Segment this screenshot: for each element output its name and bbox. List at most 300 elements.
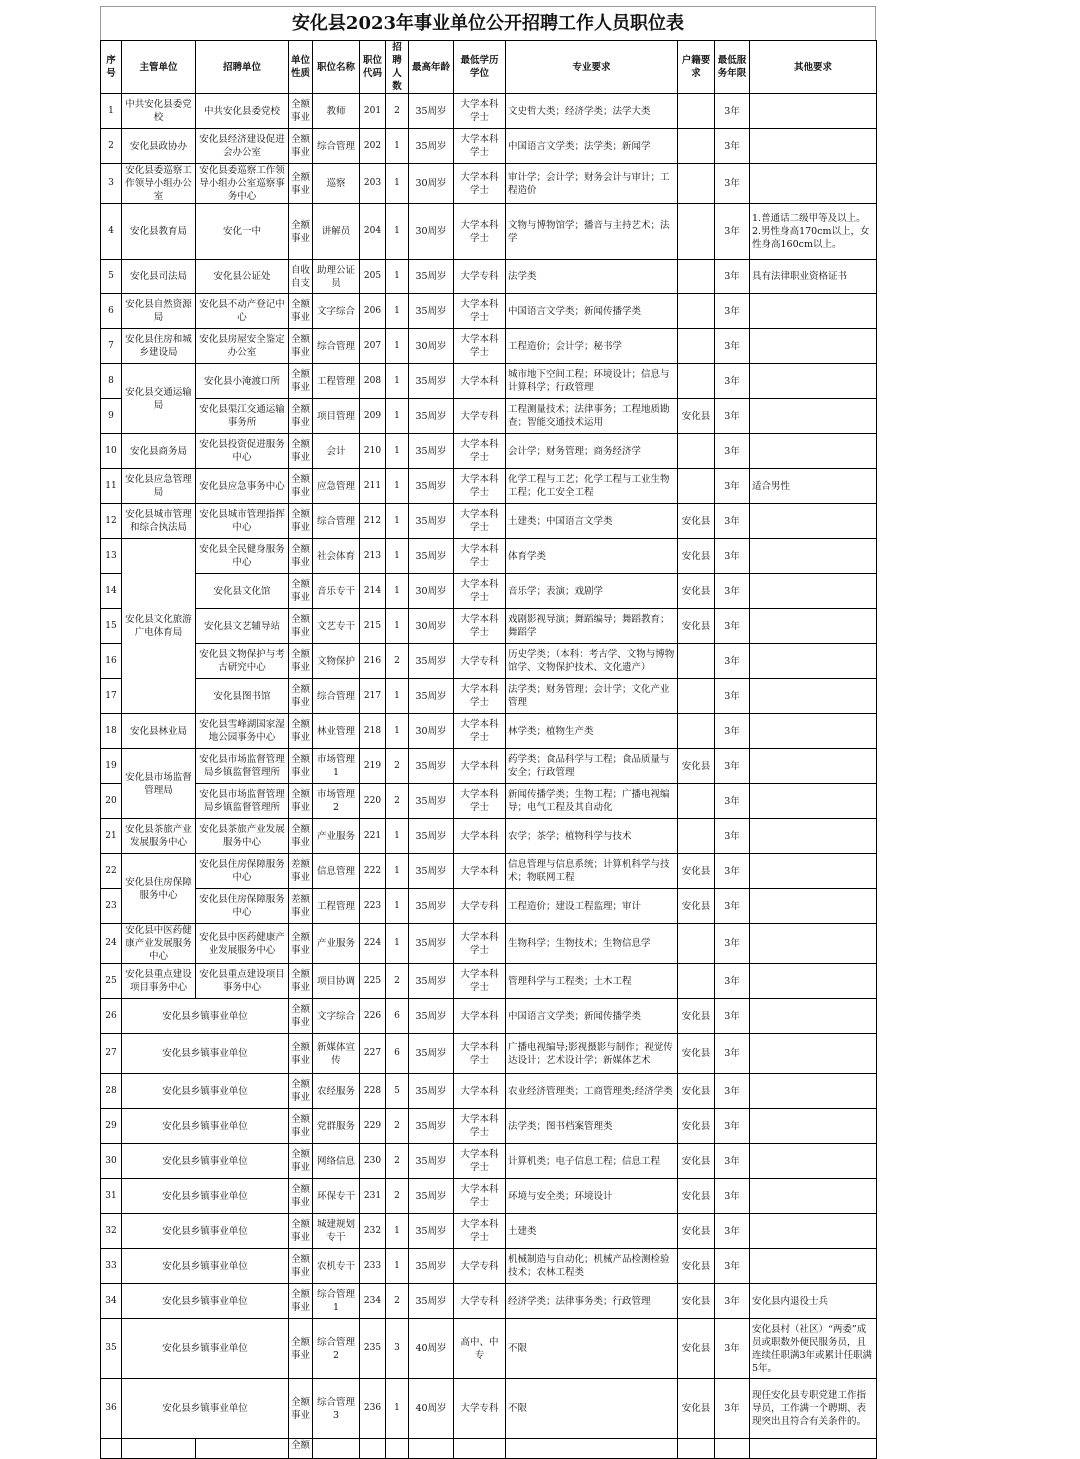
table-row xyxy=(101,784,877,819)
other-requirement-cell xyxy=(750,294,877,329)
service-years-cell: 3年 xyxy=(715,1379,750,1439)
row-number: 14 xyxy=(101,574,122,609)
education-cell: 大学本科学士 xyxy=(454,1034,506,1074)
empty-cell xyxy=(454,1439,506,1459)
other-requirement-cell xyxy=(750,679,877,714)
headcount-cell: 2 xyxy=(386,94,409,129)
department-cell: 安化县自然资源局 xyxy=(122,294,196,329)
position-name-cell: 项目协调 xyxy=(313,964,360,999)
job-table xyxy=(100,40,877,1459)
unit-nature-cell: 全额事业 xyxy=(289,204,313,260)
department-cell: 安化县乡镇事业单位 xyxy=(122,1284,289,1319)
max-age-cell: 30周岁 xyxy=(409,204,454,260)
row-number: 10 xyxy=(101,434,122,469)
unit-nature-cell: 全额事业 xyxy=(289,1109,313,1144)
headcount-cell: 2 xyxy=(386,784,409,819)
education-cell: 大学本科 xyxy=(454,364,506,399)
max-age-cell: 30周岁 xyxy=(409,609,454,644)
table-row xyxy=(101,964,877,999)
row-number: 6 xyxy=(101,294,122,329)
department-cell: 安化县乡镇事业单位 xyxy=(122,999,289,1034)
max-age-cell: 35周岁 xyxy=(409,94,454,129)
headcount-cell: 1 xyxy=(386,1379,409,1439)
major-requirement-cell: 音乐学；表演；戏剧学 xyxy=(506,574,678,609)
major-requirement-cell: 文物与博物馆学；播音与主持艺术；法学 xyxy=(506,204,678,260)
max-age-cell: 35周岁 xyxy=(409,1284,454,1319)
position-code-cell: 214 xyxy=(360,574,386,609)
position-name-cell: 会计 xyxy=(313,434,360,469)
hukou-cell: 安化县 xyxy=(678,539,715,574)
position-name-cell: 新媒体宣传 xyxy=(313,1034,360,1074)
empty-cell xyxy=(122,1439,196,1459)
other-requirement-cell xyxy=(750,784,877,819)
education-cell: 大学本科学士 xyxy=(454,784,506,819)
hukou-cell: 安化县 xyxy=(678,749,715,784)
unit-nature-cell: 全额事业 xyxy=(289,749,313,784)
empty-cell xyxy=(196,1439,289,1459)
service-years-cell: 3年 xyxy=(715,129,750,164)
position-code-cell: 216 xyxy=(360,644,386,679)
other-requirement-cell xyxy=(750,819,877,854)
position-code-cell: 217 xyxy=(360,679,386,714)
education-cell: 大学本科学士 xyxy=(454,924,506,964)
service-years-cell: 3年 xyxy=(715,260,750,294)
service-years-cell: 3年 xyxy=(715,1109,750,1144)
education-cell: 大学本科 xyxy=(454,1074,506,1109)
row-number: 31 xyxy=(101,1179,122,1214)
service-years-cell: 3年 xyxy=(715,329,750,364)
major-requirement-cell: 化学工程与工艺；化学工程与工业生物工程；化工安全工程 xyxy=(506,469,678,504)
position-name-cell: 巡察 xyxy=(313,164,360,204)
position-code-cell: 231 xyxy=(360,1179,386,1214)
hukou-cell: 安化县 xyxy=(678,1144,715,1179)
unit-nature-cell: 全额事业 xyxy=(289,1319,313,1379)
other-requirement-cell xyxy=(750,504,877,539)
education-cell: 大学专科 xyxy=(454,1379,506,1439)
unit-nature-cell: 全额事业 xyxy=(289,329,313,364)
headcount-cell: 1 xyxy=(386,1249,409,1284)
row-number: 16 xyxy=(101,644,122,679)
header-cell: 招聘人数 xyxy=(386,41,409,94)
max-age-cell: 35周岁 xyxy=(409,924,454,964)
hiring-unit-cell: 安化县文化馆 xyxy=(196,574,289,609)
unit-nature-cell: 自收自支 xyxy=(289,260,313,294)
service-years-cell: 3年 xyxy=(715,364,750,399)
headcount-cell: 1 xyxy=(386,164,409,204)
row-number: 25 xyxy=(101,964,122,999)
major-requirement-cell: 中国语言文学类；新闻传播学类 xyxy=(506,294,678,329)
table-row xyxy=(101,1379,877,1439)
service-years-cell: 3年 xyxy=(715,1179,750,1214)
page-title: 安化县2023年事业单位公开招聘工作人员职位表 xyxy=(100,6,876,40)
other-requirement-cell xyxy=(750,1214,877,1249)
headcount-cell: 1 xyxy=(386,469,409,504)
max-age-cell: 35周岁 xyxy=(409,364,454,399)
max-age-cell: 35周岁 xyxy=(409,679,454,714)
major-requirement-cell: 生物科学；生物技术；生物信息学 xyxy=(506,924,678,964)
position-code-cell: 210 xyxy=(360,434,386,469)
hukou-cell xyxy=(678,94,715,129)
service-years-cell: 3年 xyxy=(715,469,750,504)
service-years-cell: 3年 xyxy=(715,294,750,329)
table-header-row xyxy=(101,41,877,94)
service-years-cell: 3年 xyxy=(715,999,750,1034)
other-requirement-cell xyxy=(750,364,877,399)
table-row xyxy=(101,1109,877,1144)
major-requirement-cell: 中国语言文学类；新闻传播学类 xyxy=(506,999,678,1034)
max-age-cell: 35周岁 xyxy=(409,260,454,294)
row-number: 11 xyxy=(101,469,122,504)
department-cell: 安化县商务局 xyxy=(122,434,196,469)
education-cell: 大学专科 xyxy=(454,644,506,679)
unit-nature-cell: 全额事业 xyxy=(289,1074,313,1109)
department-cell: 安化县乡镇事业单位 xyxy=(122,1034,289,1074)
header-cell: 户籍要求 xyxy=(678,41,715,94)
max-age-cell: 40周岁 xyxy=(409,1319,454,1379)
position-name-cell: 林业管理 xyxy=(313,714,360,749)
other-requirement-cell xyxy=(750,889,877,924)
row-number: 8 xyxy=(101,364,122,399)
major-requirement-cell: 不限 xyxy=(506,1319,678,1379)
education-cell: 大学本科学士 xyxy=(454,204,506,260)
department-cell: 安化县市场监督管理局 xyxy=(122,749,196,819)
service-years-cell: 3年 xyxy=(715,964,750,999)
table-row xyxy=(101,854,877,889)
service-years-cell: 3年 xyxy=(715,399,750,434)
headcount-cell: 1 xyxy=(386,609,409,644)
position-code-cell: 211 xyxy=(360,469,386,504)
major-requirement-cell: 城市地下空间工程；环境设计；信息与计算科学；行政管理 xyxy=(506,364,678,399)
education-cell: 大学本科学士 xyxy=(454,129,506,164)
hukou-cell xyxy=(678,164,715,204)
table-row xyxy=(101,889,877,924)
education-cell: 大学本科学士 xyxy=(454,679,506,714)
education-cell: 大学本科学士 xyxy=(454,1109,506,1144)
service-years-cell: 3年 xyxy=(715,644,750,679)
other-requirement-cell xyxy=(750,574,877,609)
other-requirement-cell xyxy=(750,129,877,164)
other-requirement-cell xyxy=(750,854,877,889)
position-name-cell: 助理公证员 xyxy=(313,260,360,294)
position-code-cell: 207 xyxy=(360,329,386,364)
position-code-cell: 220 xyxy=(360,784,386,819)
major-requirement-cell: 信息管理与信息系统；计算机科学与技术；物联网工程 xyxy=(506,854,678,889)
table-row xyxy=(101,1179,877,1214)
table-row xyxy=(101,94,877,129)
other-requirement-cell xyxy=(750,94,877,129)
major-requirement-cell: 历史学类；（本科：考古学、文物与博物馆学、文物保护技术、文化遗产） xyxy=(506,644,678,679)
headcount-cell: 2 xyxy=(386,964,409,999)
position-code-cell: 226 xyxy=(360,999,386,1034)
hiring-unit-cell: 安化县重点建设项目事务中心 xyxy=(196,964,289,999)
headcount-cell: 1 xyxy=(386,924,409,964)
major-requirement-cell: 会计学；财务管理；商务经济学 xyxy=(506,434,678,469)
other-requirement-cell xyxy=(750,714,877,749)
service-years-cell: 3年 xyxy=(715,924,750,964)
education-cell: 大学本科学士 xyxy=(454,434,506,469)
headcount-cell: 2 xyxy=(386,644,409,679)
hiring-unit-cell: 安化县图书馆 xyxy=(196,679,289,714)
major-requirement-cell: 戏剧影视导演；舞蹈编导；舞蹈教育；舞蹈学 xyxy=(506,609,678,644)
education-cell: 大学本科学士 xyxy=(454,329,506,364)
table-row xyxy=(101,129,877,164)
position-code-cell: 209 xyxy=(360,399,386,434)
position-name-cell: 市场管理1 xyxy=(313,749,360,784)
table-row xyxy=(101,714,877,749)
row-number: 15 xyxy=(101,609,122,644)
max-age-cell: 35周岁 xyxy=(409,1214,454,1249)
max-age-cell: 35周岁 xyxy=(409,1179,454,1214)
major-requirement-cell: 法学类；图书档案管理类 xyxy=(506,1109,678,1144)
other-requirement-cell xyxy=(750,329,877,364)
position-code-cell: 213 xyxy=(360,539,386,574)
row-number: 21 xyxy=(101,819,122,854)
headcount-cell: 1 xyxy=(386,294,409,329)
headcount-cell: 6 xyxy=(386,1034,409,1074)
row-number: 26 xyxy=(101,999,122,1034)
service-years-cell: 3年 xyxy=(715,1249,750,1284)
position-code-cell: 218 xyxy=(360,714,386,749)
department-cell: 安化县乡镇事业单位 xyxy=(122,1319,289,1379)
table-row xyxy=(101,204,877,260)
hukou-cell xyxy=(678,924,715,964)
position-name-cell: 工程管理 xyxy=(313,889,360,924)
education-cell: 大学本科学士 xyxy=(454,294,506,329)
hiring-unit-cell: 安化县全民健身服务中心 xyxy=(196,539,289,574)
table-row xyxy=(101,1319,877,1379)
position-code-cell: 204 xyxy=(360,204,386,260)
empty-cell xyxy=(313,1439,360,1459)
education-cell: 大学本科学士 xyxy=(454,539,506,574)
major-requirement-cell: 管理科学与工程类；土木工程 xyxy=(506,964,678,999)
other-requirement-cell xyxy=(750,1179,877,1214)
hiring-unit-cell: 安化县茶旅产业发展服务中心 xyxy=(196,819,289,854)
education-cell: 大学本科学士 xyxy=(454,504,506,539)
unit-nature-cell: 全额事业 xyxy=(289,1249,313,1284)
position-name-cell: 社会体育 xyxy=(313,539,360,574)
unit-nature-cell: 全额事业 xyxy=(289,129,313,164)
unit-nature-cell: 全额事业 xyxy=(289,94,313,129)
other-requirement-cell: 安化县村（社区）“两委”成员或职数外便民服务员，且连续任职满3年或累计任职满5年。 xyxy=(750,1319,877,1379)
unit-nature-cell: 全额事业 xyxy=(289,364,313,399)
position-code-cell: 234 xyxy=(360,1284,386,1319)
row-number: 3 xyxy=(101,164,122,204)
major-requirement-cell: 审计学；会计学；财务会计与审计；工程造价 xyxy=(506,164,678,204)
unit-nature-cell: 全额事业 xyxy=(289,1379,313,1439)
other-requirement-cell xyxy=(750,1249,877,1284)
table-row-partial xyxy=(101,1439,877,1459)
other-requirement-cell xyxy=(750,1144,877,1179)
unit-nature-cell: 全额事业 xyxy=(289,609,313,644)
hukou-cell: 安化县 xyxy=(678,1074,715,1109)
department-cell: 安化县茶旅产业发展服务中心 xyxy=(122,819,196,854)
header-cell: 单位性质 xyxy=(289,41,313,94)
row-number: 30 xyxy=(101,1144,122,1179)
max-age-cell: 35周岁 xyxy=(409,294,454,329)
row-number: 2 xyxy=(101,129,122,164)
hiring-unit-cell: 安化县市场监督管理局乡镇监督管理所 xyxy=(196,749,289,784)
headcount-cell: 1 xyxy=(386,434,409,469)
table-row xyxy=(101,539,877,574)
table-row xyxy=(101,329,877,364)
major-requirement-cell: 工程造价；会计学；秘书学 xyxy=(506,329,678,364)
position-name-cell: 综合管理2 xyxy=(313,1319,360,1379)
position-code-cell: 235 xyxy=(360,1319,386,1379)
department-cell: 安化县城市管理和综合执法局 xyxy=(122,504,196,539)
other-requirement-cell xyxy=(750,964,877,999)
department-cell: 安化县乡镇事业单位 xyxy=(122,1214,289,1249)
position-name-cell: 市场管理2 xyxy=(313,784,360,819)
headcount-cell: 1 xyxy=(386,679,409,714)
position-name-cell: 农机专干 xyxy=(313,1249,360,1284)
header-cell: 职位代码 xyxy=(360,41,386,94)
unit-nature-cell: 全额事业 xyxy=(289,819,313,854)
row-number: 19 xyxy=(101,749,122,784)
hukou-cell: 安化县 xyxy=(678,1109,715,1144)
hukou-cell xyxy=(678,434,715,469)
headcount-cell: 1 xyxy=(386,714,409,749)
hiring-unit-cell: 安化县投资促进服务中心 xyxy=(196,434,289,469)
table-row xyxy=(101,260,877,294)
other-requirement-cell xyxy=(750,609,877,644)
hukou-cell: 安化县 xyxy=(678,1214,715,1249)
hukou-cell xyxy=(678,260,715,294)
position-name-cell: 文字综合 xyxy=(313,294,360,329)
major-requirement-cell: 工程造价；建设工程监理；审计 xyxy=(506,889,678,924)
unit-nature-cell: 差额事业 xyxy=(289,854,313,889)
education-cell: 高中、中专 xyxy=(454,1319,506,1379)
empty-cell xyxy=(101,1439,122,1459)
service-years-cell: 3年 xyxy=(715,819,750,854)
header-cell: 最低学历学位 xyxy=(454,41,506,94)
department-cell: 安化县乡镇事业单位 xyxy=(122,1144,289,1179)
major-requirement-cell: 体育学类 xyxy=(506,539,678,574)
education-cell: 大学本科学士 xyxy=(454,164,506,204)
other-requirement-cell: 安化县内退役士兵 xyxy=(750,1284,877,1319)
position-code-cell: 212 xyxy=(360,504,386,539)
headcount-cell: 2 xyxy=(386,1284,409,1319)
headcount-cell: 3 xyxy=(386,1319,409,1379)
table-row xyxy=(101,679,877,714)
other-requirement-cell: 具有法律职业资格证书 xyxy=(750,260,877,294)
max-age-cell: 40周岁 xyxy=(409,1379,454,1439)
service-years-cell: 3年 xyxy=(715,434,750,469)
major-requirement-cell: 药学类；食品科学与工程；食品质量与安全；行政管理 xyxy=(506,749,678,784)
hiring-unit-cell: 安化县房屋安全鉴定办公室 xyxy=(196,329,289,364)
table-row xyxy=(101,1249,877,1284)
headcount-cell: 2 xyxy=(386,749,409,784)
position-name-cell: 音乐专干 xyxy=(313,574,360,609)
max-age-cell: 35周岁 xyxy=(409,819,454,854)
max-age-cell: 35周岁 xyxy=(409,129,454,164)
headcount-cell: 1 xyxy=(386,204,409,260)
position-code-cell: 236 xyxy=(360,1379,386,1439)
table-row xyxy=(101,1214,877,1249)
other-requirement-cell xyxy=(750,539,877,574)
major-requirement-cell: 工程测量技术；法律事务；工程地质勘查；智能交通技术运用 xyxy=(506,399,678,434)
department-cell: 安化县乡镇事业单位 xyxy=(122,1249,289,1284)
hiring-unit-cell: 中共安化县委党校 xyxy=(196,94,289,129)
position-name-cell: 农经服务 xyxy=(313,1074,360,1109)
max-age-cell: 35周岁 xyxy=(409,889,454,924)
headcount-cell: 1 xyxy=(386,504,409,539)
education-cell: 大学本科学士 xyxy=(454,94,506,129)
header-cell: 最高年龄 xyxy=(409,41,454,94)
table-row xyxy=(101,1034,877,1074)
education-cell: 大学本科 xyxy=(454,999,506,1034)
unit-nature-cell: 全额事业 xyxy=(289,1144,313,1179)
max-age-cell: 35周岁 xyxy=(409,504,454,539)
major-requirement-cell: 农学；茶学；植物科学与技术 xyxy=(506,819,678,854)
position-name-cell: 信息管理 xyxy=(313,854,360,889)
headcount-cell: 5 xyxy=(386,1074,409,1109)
service-years-cell: 3年 xyxy=(715,854,750,889)
position-code-cell: 219 xyxy=(360,749,386,784)
hiring-unit-cell: 安化县小淹渡口所 xyxy=(196,364,289,399)
department-cell: 安化县乡镇事业单位 xyxy=(122,1074,289,1109)
headcount-cell: 6 xyxy=(386,999,409,1034)
headcount-cell: 2 xyxy=(386,1179,409,1214)
position-code-cell: 206 xyxy=(360,294,386,329)
service-years-cell: 3年 xyxy=(715,204,750,260)
department-cell: 安化县司法局 xyxy=(122,260,196,294)
service-years-cell: 3年 xyxy=(715,1284,750,1319)
hukou-cell: 安化县 xyxy=(678,574,715,609)
major-requirement-cell: 不限 xyxy=(506,1379,678,1439)
row-number: 33 xyxy=(101,1249,122,1284)
education-cell: 大学专科 xyxy=(454,260,506,294)
max-age-cell: 35周岁 xyxy=(409,1144,454,1179)
row-number: 22 xyxy=(101,854,122,889)
hukou-cell: 安化县 xyxy=(678,854,715,889)
hiring-unit-cell: 安化县公证处 xyxy=(196,260,289,294)
headcount-cell: 1 xyxy=(386,1214,409,1249)
position-name-cell: 文字综合 xyxy=(313,999,360,1034)
education-cell: 大学本科学士 xyxy=(454,1179,506,1214)
position-name-cell: 城建规划专干 xyxy=(313,1214,360,1249)
hukou-cell xyxy=(678,714,715,749)
headcount-cell: 2 xyxy=(386,1109,409,1144)
headcount-cell: 2 xyxy=(386,1144,409,1179)
hiring-unit-cell: 安化县住房保障服务中心 xyxy=(196,889,289,924)
unit-nature-cell: 全额事业 xyxy=(289,399,313,434)
education-cell: 大学本科学士 xyxy=(454,574,506,609)
service-years-cell: 3年 xyxy=(715,749,750,784)
headcount-cell: 1 xyxy=(386,129,409,164)
header-cell: 专业要求 xyxy=(506,41,678,94)
table-row xyxy=(101,364,877,399)
header-cell: 招聘单位 xyxy=(196,41,289,94)
position-name-cell: 应急管理 xyxy=(313,469,360,504)
table-row xyxy=(101,294,877,329)
headcount-cell: 1 xyxy=(386,260,409,294)
headcount-cell: 1 xyxy=(386,364,409,399)
unit-nature-cell: 差额事业 xyxy=(289,889,313,924)
department-cell: 安化县住房和城乡建设局 xyxy=(122,329,196,364)
position-name-cell: 文艺专干 xyxy=(313,609,360,644)
unit-nature-cell: 全额事业 xyxy=(289,1214,313,1249)
service-years-cell: 3年 xyxy=(715,1074,750,1109)
max-age-cell: 30周岁 xyxy=(409,574,454,609)
unit-nature-cell: 全额事业 xyxy=(289,679,313,714)
major-requirement-cell: 土建类；中国语言文学类 xyxy=(506,504,678,539)
position-code-cell: 221 xyxy=(360,819,386,854)
empty-cell xyxy=(750,1439,877,1459)
department-cell: 安化县政协办 xyxy=(122,129,196,164)
hiring-unit-cell: 安化一中 xyxy=(196,204,289,260)
max-age-cell: 35周岁 xyxy=(409,854,454,889)
education-cell: 大学专科 xyxy=(454,399,506,434)
